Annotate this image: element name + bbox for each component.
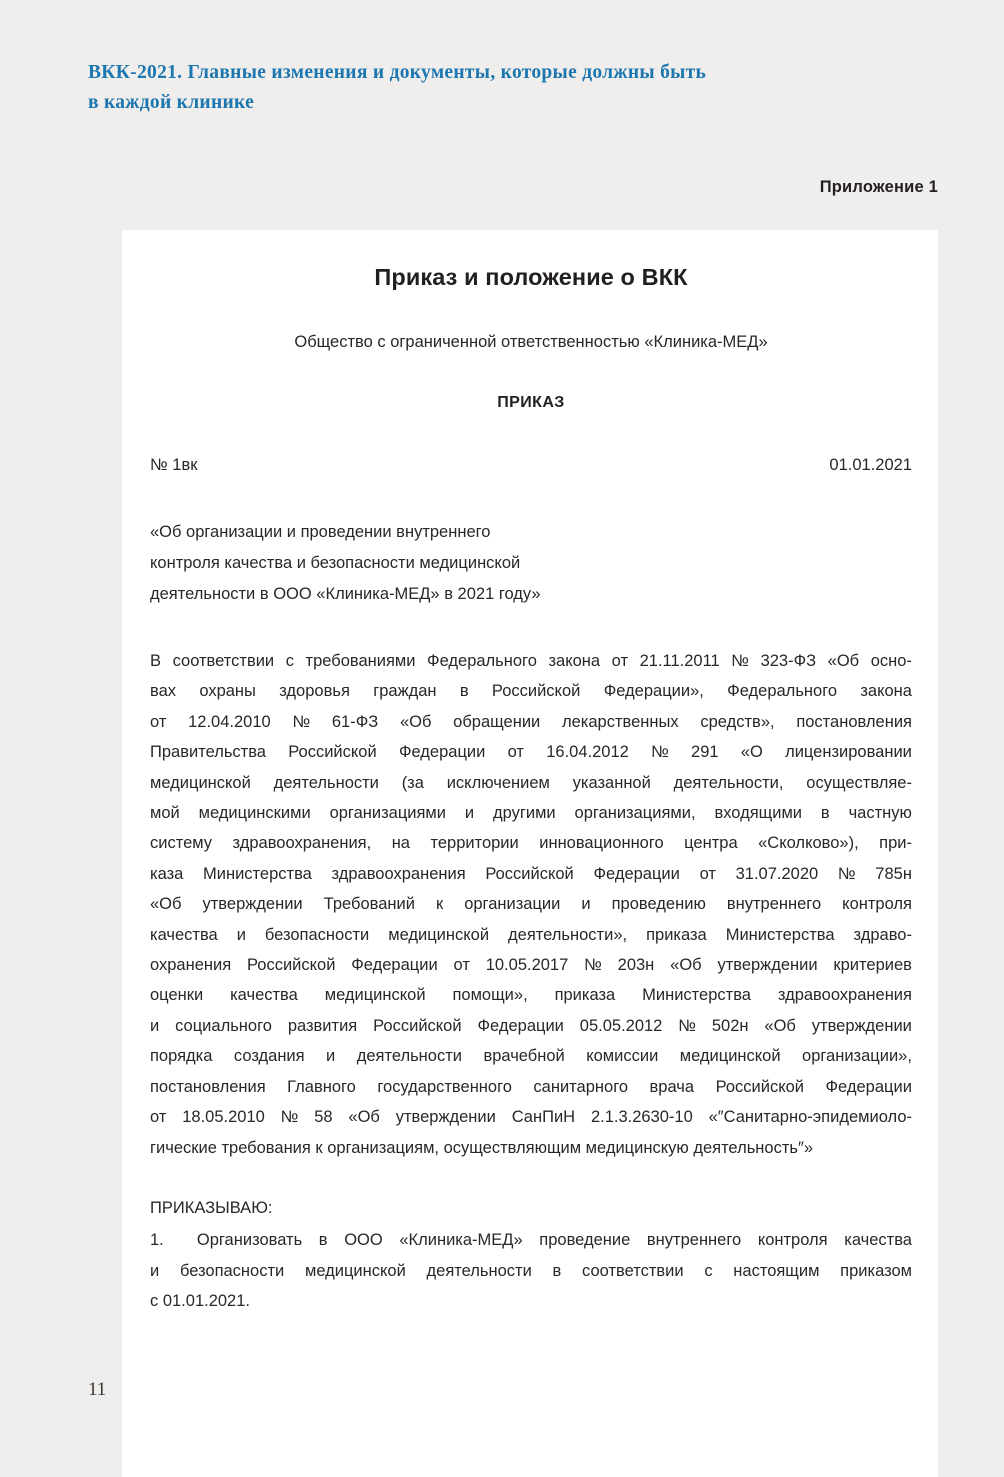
text-token: исключением <box>446 773 550 792</box>
text-token: контроля <box>757 1231 828 1250</box>
text-token: Министерства <box>203 864 312 883</box>
text-token: охраны <box>199 682 256 701</box>
text-token: Федерального <box>727 682 838 701</box>
text-token: В <box>150 652 162 670</box>
order-meta-row <box>150 456 912 475</box>
text-line <box>150 737 912 767</box>
text-token: в <box>318 1231 328 1250</box>
text-token: Правительства <box>150 743 266 762</box>
document-title: Приказ и положение о ВКК <box>374 264 688 290</box>
text-token: постановления <box>796 712 912 731</box>
text-token: СанПиН <box>511 1108 576 1127</box>
text-token: санитарного <box>533 1077 629 1096</box>
text-token: 502н <box>711 1016 749 1035</box>
text-token: охранения <box>150 956 232 975</box>
text-token: соответствии <box>582 1261 684 1280</box>
text-token: в <box>552 1261 562 1280</box>
order-number: № 1вк <box>150 456 198 474</box>
text-token: «Об <box>150 895 182 914</box>
text-token: соответствии <box>172 652 275 670</box>
text-token: частную <box>848 804 912 823</box>
text-token: на <box>391 834 410 853</box>
text-token: комиссии <box>586 1047 659 1066</box>
text-token: качества <box>844 1231 912 1250</box>
text-token: «Об <box>670 956 702 975</box>
text-token: в <box>820 804 830 823</box>
text-token: при- <box>879 834 912 853</box>
text-token: № <box>837 864 856 883</box>
text-token: безопасности <box>179 1261 285 1280</box>
text-token: входящими <box>714 804 803 823</box>
text-token: создания <box>233 1047 305 1066</box>
text-token: № <box>678 1016 696 1035</box>
page-number: 11 <box>88 1379 107 1400</box>
text-token: утверждении <box>395 1108 496 1127</box>
text-token: с <box>704 1261 713 1280</box>
text-token: Федерации <box>398 743 486 762</box>
text-line <box>150 950 912 980</box>
text-token: вах <box>150 682 177 701</box>
text-token: 10.05.2017 <box>485 956 569 975</box>
text-token: порядка <box>150 1047 213 1066</box>
text-token: Федерации <box>593 864 680 883</box>
text-token: социального <box>175 1016 272 1035</box>
text-token: Федерации <box>351 956 438 975</box>
text-token: 785н <box>875 864 912 883</box>
running-head-line-2: в каждой клинике <box>88 92 255 113</box>
text-line <box>150 980 912 1010</box>
text-token: врачебной <box>483 1047 565 1066</box>
text-line <box>150 828 912 858</box>
text-token: 31.07.2020 <box>735 864 819 883</box>
text-token: медицинской <box>150 773 251 792</box>
text-token: граждан <box>373 682 437 701</box>
text-token: 1. <box>150 1231 181 1250</box>
text-token: проведение <box>539 1231 631 1250</box>
text-token: 12.04.2010 <box>188 712 271 731</box>
text-token: деятельности <box>426 1261 532 1280</box>
text-line <box>150 1011 912 1041</box>
text-token: и <box>150 1016 160 1035</box>
text-token: «Клиника-МЕД» <box>399 1231 523 1250</box>
text-token: центра <box>684 834 738 853</box>
text-token: организациями, <box>574 804 696 823</box>
text-token: организации <box>464 895 561 914</box>
text-token: (за <box>401 773 424 792</box>
text-token: от <box>611 652 629 670</box>
text-token: Организовать <box>196 1231 303 1250</box>
text-token: деятельности <box>356 1047 462 1066</box>
order-subject-line-2: контроля качества и безопасности медицинской <box>150 554 521 572</box>
order-subject-line-1: «Об организации и проведении внутреннего <box>150 523 491 541</box>
text-token: медицинской <box>324 986 426 1005</box>
text-token: № <box>651 743 669 762</box>
text-token: «″Санитарно-эпидемиоло- <box>708 1108 912 1127</box>
text-token: от <box>507 743 524 762</box>
text-token: и <box>581 895 591 914</box>
text-token: «Об <box>764 1016 796 1035</box>
text-token: внутреннего <box>646 1231 742 1250</box>
text-token: «Об <box>348 1108 380 1127</box>
text-token: Федерального <box>427 652 537 670</box>
text-token: здоровья <box>279 682 350 701</box>
text-token: врача <box>649 1077 695 1096</box>
text-token: осуществляе- <box>806 773 912 792</box>
text-token: 18.05.2010 <box>182 1108 265 1127</box>
text-token: медицинской <box>304 1261 406 1280</box>
text-token: закона <box>860 682 912 701</box>
text-token: здраво- <box>853 925 912 944</box>
text-token: помощи», <box>452 986 528 1005</box>
text-token: внутреннего <box>726 895 822 914</box>
document-panel <box>122 230 938 1477</box>
text-line <box>150 1102 912 1132</box>
text-token: «Сколково»), <box>758 834 859 853</box>
document-content <box>150 230 912 1317</box>
text-token: обращении <box>453 712 541 731</box>
text-token: 203н <box>617 956 655 975</box>
order-date: 01.01.2021 <box>829 456 912 474</box>
organization-name: Общество с ограниченной ответственностью «Клиника-МЕД» <box>294 333 768 351</box>
text-token: № <box>280 1108 299 1127</box>
text-token: организации», <box>802 1047 912 1066</box>
text-line <box>150 768 912 798</box>
text-token: Российской <box>246 956 336 975</box>
text-token: ООО <box>344 1231 383 1250</box>
text-token: утверждении <box>202 895 303 914</box>
text-token: приказом <box>840 1261 912 1280</box>
text-line <box>150 920 912 950</box>
text-token: проведению <box>611 895 706 914</box>
text-line <box>150 676 912 706</box>
text-token: приказа <box>554 986 616 1005</box>
text-token: 2.1.3.2630-10 <box>590 1108 693 1127</box>
text-token: систему <box>150 834 213 853</box>
text-line: гические требования к организациям, осуществляющим медицинскую деятельность″» <box>150 1138 813 1157</box>
text-token: и <box>464 804 475 823</box>
text-token: Федерации <box>477 1016 564 1035</box>
text-token: инновационного <box>539 834 664 853</box>
text-token: «Об <box>399 712 432 731</box>
text-token: № <box>292 712 311 731</box>
text-line <box>150 1256 912 1286</box>
text-token: настоящим <box>733 1261 820 1280</box>
text-token: качества <box>230 986 298 1005</box>
text-token: контроля <box>842 895 912 914</box>
order-clause-1 <box>150 1225 912 1316</box>
text-token: медицинской <box>388 925 490 944</box>
text-token: лицензировании <box>785 743 912 762</box>
text-token: утверждении <box>811 1016 912 1035</box>
text-line <box>150 798 912 828</box>
text-token: к <box>435 895 444 914</box>
text-token: безопасности <box>264 925 370 944</box>
text-token: Требований <box>323 895 415 914</box>
text-token: Федерации <box>825 1077 912 1096</box>
text-token: и <box>236 925 246 944</box>
text-token: и <box>326 1047 336 1066</box>
text-token: организациями <box>329 804 446 823</box>
text-token: 16.04.2012 <box>546 743 629 762</box>
text-token: «О <box>740 743 763 762</box>
text-token: медицинской <box>679 1047 781 1066</box>
appendix-label: Приложение 1 <box>819 178 938 196</box>
order-verb: ПРИКАЗЫВАЮ: <box>150 1198 273 1217</box>
text-token: Российской <box>373 1016 462 1035</box>
text-token: Главного <box>287 1077 356 1096</box>
text-token: здравоохранения, <box>232 834 372 853</box>
text-line <box>150 1041 912 1071</box>
text-token: и <box>150 1261 160 1280</box>
text-token: Министерства <box>725 925 835 944</box>
text-token: средств», <box>700 712 775 731</box>
text-line <box>150 707 912 737</box>
text-token: 61-ФЗ <box>331 712 379 731</box>
text-token: от <box>150 712 167 731</box>
text-token: 58 <box>314 1108 333 1127</box>
text-token: территории <box>430 834 519 853</box>
text-token: деятельности, <box>673 773 784 792</box>
text-token: лекарственных <box>562 712 679 731</box>
text-token: № <box>731 652 749 670</box>
text-token: 21.11.2011 <box>639 652 720 670</box>
text-token: от <box>699 864 716 883</box>
text-token: качества <box>150 925 218 944</box>
text-token: медицинскими <box>198 804 311 823</box>
order-subject <box>150 517 912 610</box>
order-heading: ПРИКАЗ <box>497 394 565 411</box>
text-line <box>150 859 912 889</box>
text-token: государственного <box>377 1077 512 1096</box>
text-token: критериев <box>833 956 912 975</box>
text-token: мой <box>150 804 180 823</box>
text-token: с <box>285 652 294 670</box>
text-line <box>150 646 912 676</box>
text-token: здравоохранения <box>777 986 912 1005</box>
text-token: в <box>459 682 469 701</box>
text-token: требованиями <box>305 652 416 670</box>
text-token: другими <box>492 804 556 823</box>
text-token: Министерства <box>642 986 751 1005</box>
text-line <box>150 1225 912 1255</box>
order-preamble <box>150 646 912 1163</box>
text-token: от <box>150 1108 167 1127</box>
text-token: 323-ФЗ <box>760 652 817 670</box>
text-token: 291 <box>691 743 719 762</box>
text-line <box>150 1072 912 1102</box>
text-token: Федерации», <box>603 682 704 701</box>
text-token: каза <box>150 864 184 883</box>
text-token: приказа <box>646 925 707 944</box>
text-token: Российской <box>485 864 574 883</box>
text-line <box>150 889 912 919</box>
text-token: Российской <box>288 743 377 762</box>
text-token: здравоохранения <box>331 864 466 883</box>
text-line: с 01.01.2021. <box>150 1292 250 1311</box>
text-token: «Об <box>827 652 860 670</box>
text-token: Российской <box>491 682 581 701</box>
running-head <box>88 58 888 118</box>
text-token: закона <box>548 652 601 670</box>
text-token: оценки <box>150 986 204 1005</box>
text-token: деятельности <box>273 773 379 792</box>
order-subject-line-3: деятельности в ООО «Клиника-МЕД» в 2021 году» <box>150 585 541 603</box>
text-token: № <box>584 956 602 975</box>
text-token: от <box>453 956 470 975</box>
text-token: постановления <box>150 1077 266 1096</box>
running-head-line-1: ВКК-2021. Главные изменения и документы, которые должны быть <box>88 62 707 83</box>
text-token: 05.05.2012 <box>579 1016 663 1035</box>
text-token: Российской <box>715 1077 805 1096</box>
text-token: деятельности», <box>508 925 628 944</box>
text-token: развития <box>287 1016 358 1035</box>
text-token: утверждении <box>717 956 818 975</box>
text-token: указанной <box>572 773 651 792</box>
text-token: осно- <box>870 652 912 670</box>
